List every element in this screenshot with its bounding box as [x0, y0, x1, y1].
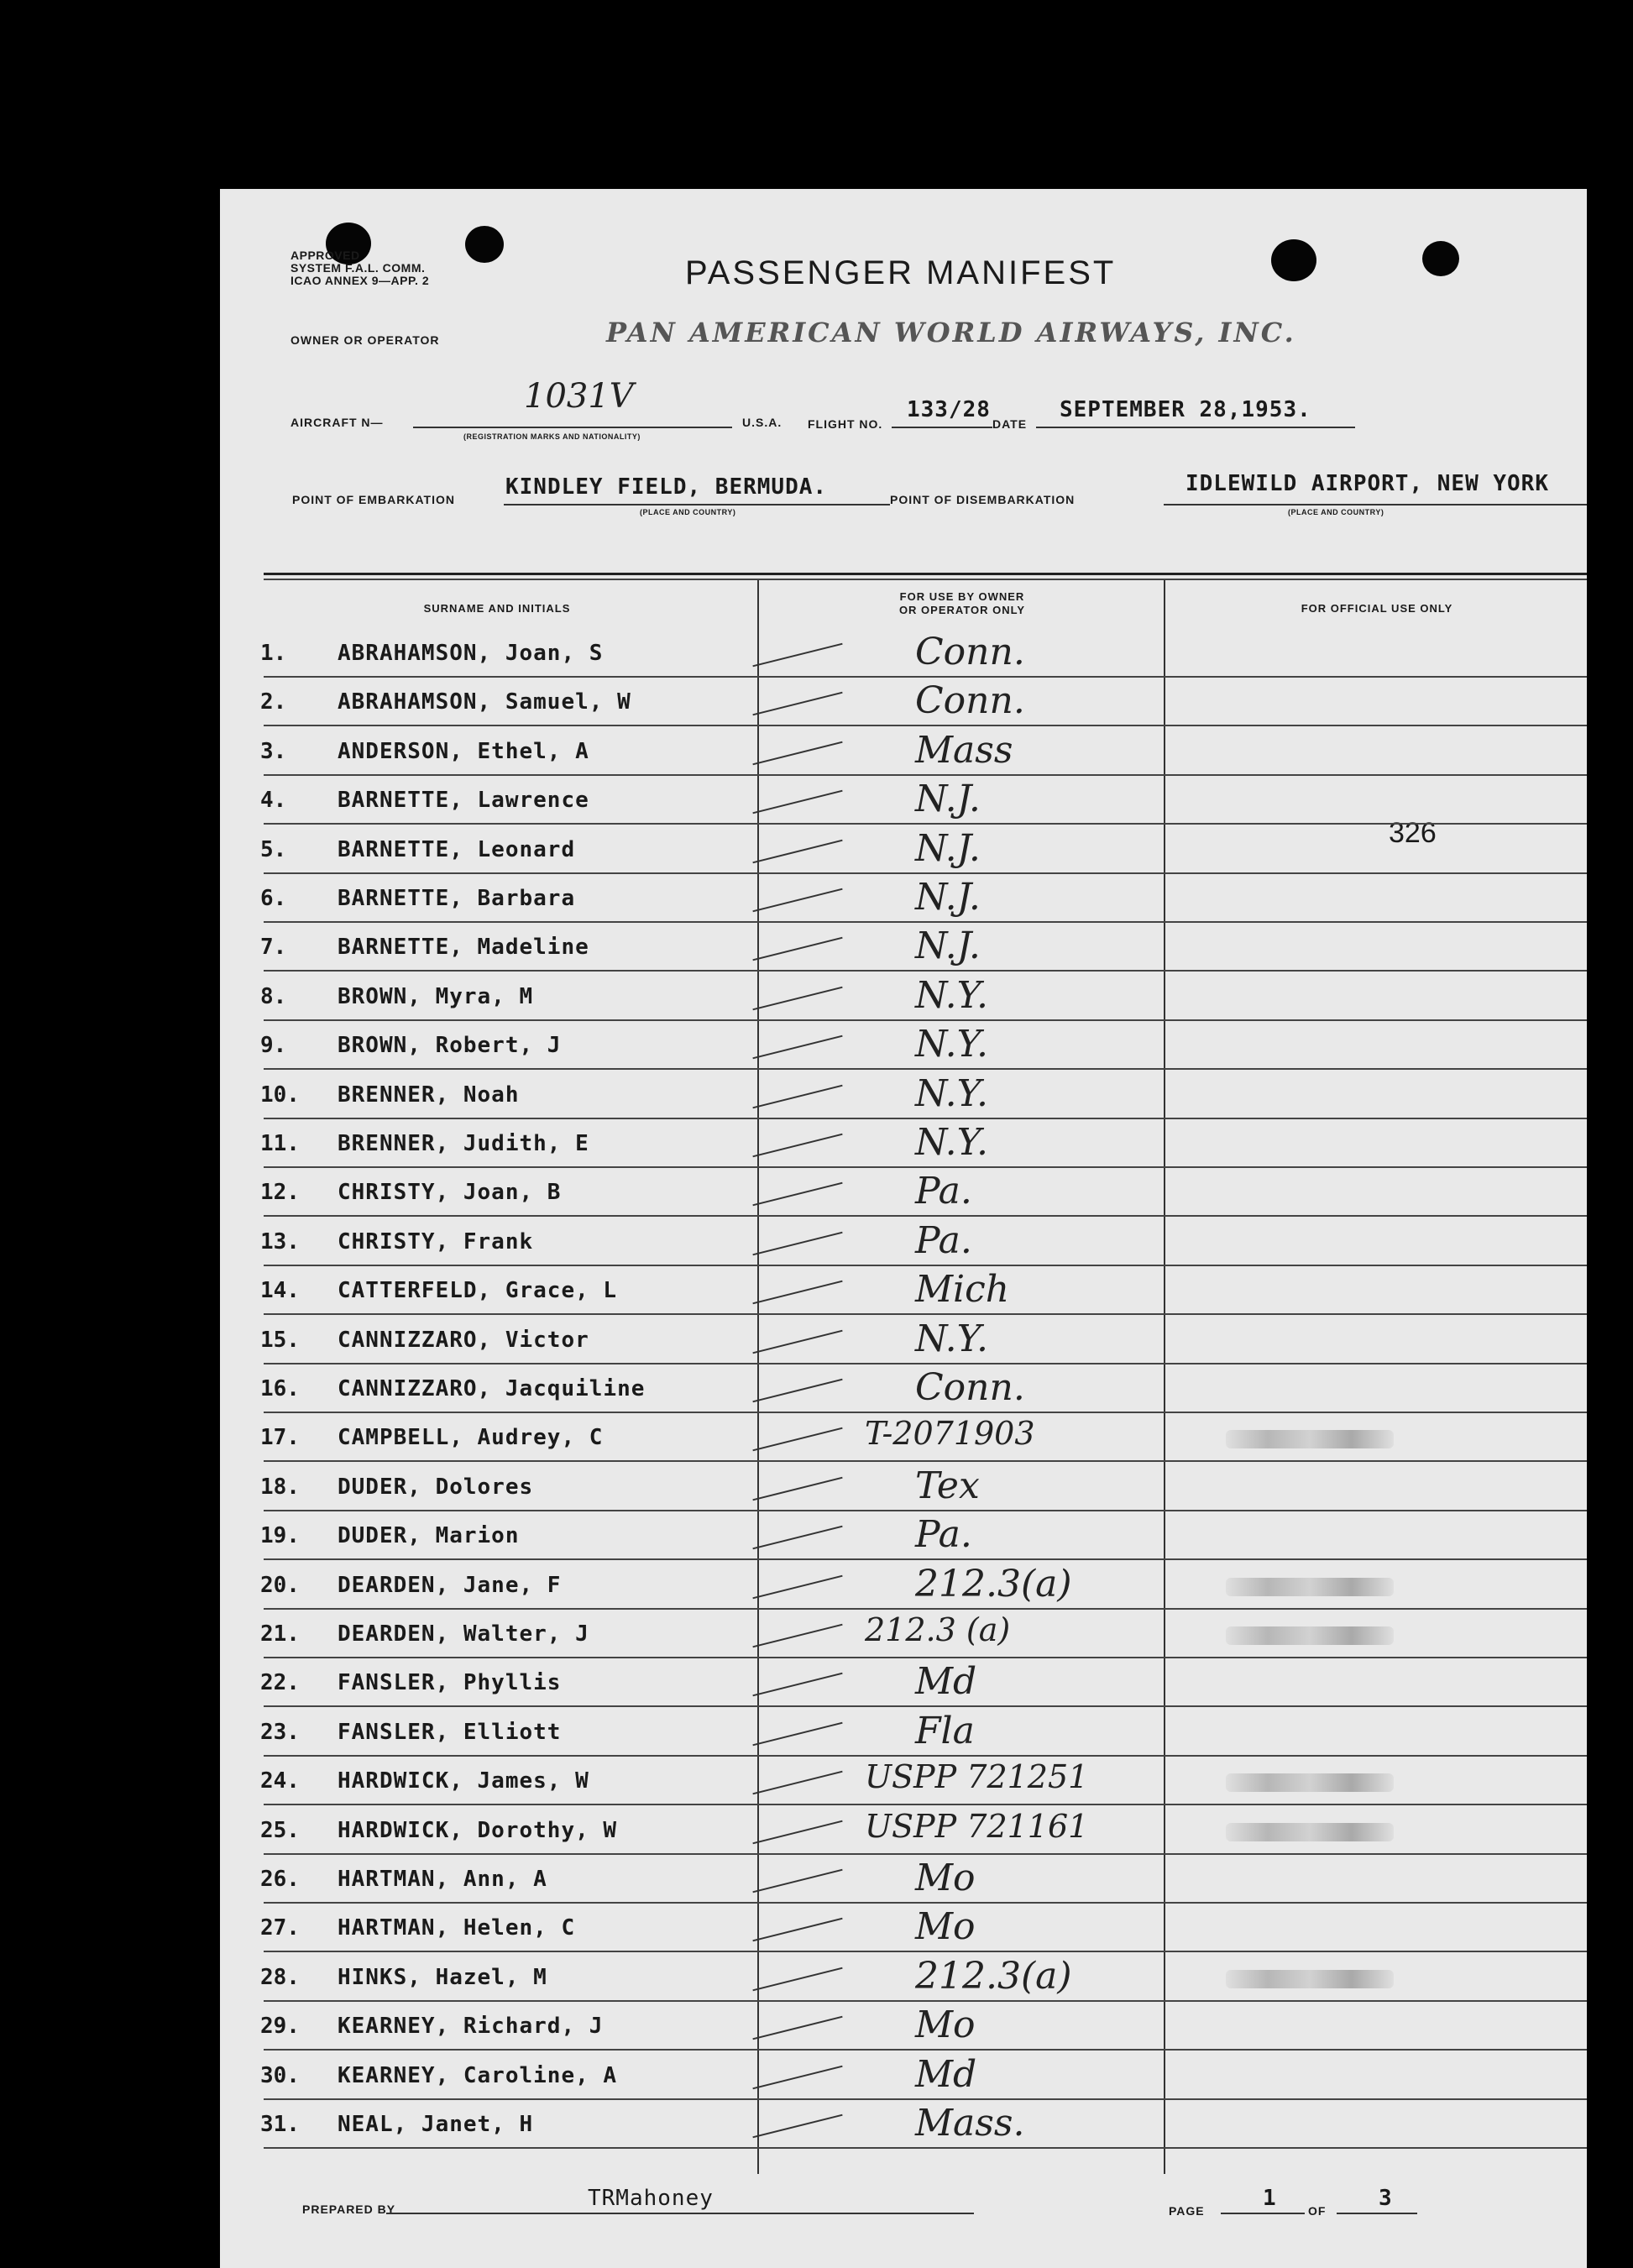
passenger-name: HARDWICK, Dorothy, W: [338, 1817, 618, 1843]
embark-note: (PLACE AND COUNTRY): [640, 508, 736, 516]
aircraft-label: AIRCRAFT N—: [290, 416, 384, 429]
table-row: [260, 877, 1570, 926]
official-number: 326: [1389, 817, 1437, 849]
table-row: [260, 1123, 1570, 1171]
table-row: [260, 1319, 1570, 1368]
passenger-number: 7.: [260, 935, 287, 961]
table-row: [260, 1613, 1570, 1662]
check-stroke: [752, 1820, 842, 1844]
column-header-official: FOR OFFICIAL USE ONLY: [1301, 602, 1453, 615]
handwritten-note: Fla: [915, 1709, 975, 1752]
check-stroke: [752, 2114, 842, 2139]
passenger-name: FANSLER, Elliott: [338, 1719, 562, 1745]
table-row: [260, 1711, 1570, 1760]
disembark-place: IDLEWILD AIRPORT, NEW YORK: [1185, 471, 1549, 496]
passenger-name: BRENNER, Judith, E: [338, 1131, 589, 1156]
handwritten-note: Mass.: [915, 2102, 1025, 2145]
check-stroke: [752, 839, 842, 863]
passenger-number: 4.: [260, 788, 287, 814]
passenger-number: 1.: [260, 641, 287, 666]
passenger-name: CANNIZZARO, Victor: [338, 1327, 589, 1353]
passenger-name: NEAL, Janet, H: [338, 2112, 534, 2137]
handwritten-note: Mich: [915, 1268, 1010, 1312]
handwritten-note: USPP 721161: [865, 1807, 1089, 1845]
redaction-smudge: [1226, 1773, 1394, 1792]
passenger-name: KEARNEY, Caroline, A: [338, 2062, 618, 2088]
page-number: 1: [1263, 2186, 1277, 2211]
passenger-number: 29.: [260, 2014, 300, 2040]
check-stroke: [752, 1232, 842, 1256]
table-row: [260, 1417, 1570, 1465]
registration-note: (REGISTRATION MARKS AND NATIONALITY): [463, 432, 641, 441]
table-row: [260, 1760, 1570, 1809]
aircraft-number: 1031V: [524, 377, 634, 416]
check-stroke: [752, 1918, 842, 1942]
redaction-smudge: [1226, 1970, 1394, 1988]
check-stroke: [752, 888, 842, 913]
table-row: [260, 973, 1570, 1024]
table-row: [260, 1907, 1570, 1956]
check-stroke: [752, 1526, 842, 1550]
passenger-number: 8.: [260, 983, 287, 1009]
handwritten-note: USPP 721251: [865, 1758, 1089, 1796]
passenger-name: ANDERSON, Ethel, A: [338, 738, 589, 764]
handwritten-note: T-2071903: [865, 1415, 1035, 1453]
handwritten-note: Mo: [915, 2003, 976, 2047]
passenger-number: 18.: [260, 1474, 300, 1500]
disembark-label: POINT OF DISEMBARKATION: [890, 493, 1076, 506]
passenger-name: FANSLER, Phyllis: [338, 1670, 562, 1696]
punch-hole: [1271, 239, 1316, 281]
passenger-number: 31.: [260, 2112, 300, 2137]
passenger-number: 25.: [260, 1817, 300, 1843]
owner-label: OWNER OR OPERATOR: [290, 333, 440, 347]
embark-place: KINDLEY FIELD, BERMUDA.: [505, 474, 828, 500]
handwritten-note: N.Y.: [915, 1317, 989, 1360]
prepared-label: PREPARED BY: [302, 2203, 396, 2216]
passenger-number: 28.: [260, 1964, 300, 1990]
passenger-name: BARNETTE, Lawrence: [338, 788, 589, 814]
punch-hole: [465, 226, 504, 263]
table-row: [260, 1564, 1570, 1613]
handwritten-note: Md: [915, 2052, 977, 2096]
passenger-number: 19.: [260, 1523, 300, 1549]
handwritten-note: N.Y.: [915, 1023, 989, 1066]
table-row: [260, 1662, 1570, 1710]
check-stroke: [752, 1427, 842, 1452]
table-row: [260, 681, 1570, 730]
table-row: [260, 632, 1570, 681]
handwritten-note: Conn.: [915, 631, 1025, 673]
handwritten-note: Pa.: [915, 1513, 972, 1557]
table-row: [260, 2005, 1570, 2054]
handwritten-note: N.J.: [915, 924, 981, 968]
approval-line: SYSTEM F.A.L. COMM.: [290, 261, 426, 275]
table-row: [260, 2052, 1570, 2103]
table-row: [260, 2103, 1570, 2152]
passenger-name: BRENNER, Noah: [338, 1082, 520, 1108]
table-row: [260, 1515, 1570, 1564]
handwritten-note: N.J.: [915, 876, 981, 919]
usa-label: U.S.A.: [742, 416, 782, 429]
passenger-number: 2.: [260, 689, 287, 715]
passenger-number: 20.: [260, 1572, 300, 1598]
table-row: [260, 1270, 1570, 1318]
redaction-smudge: [1226, 1823, 1394, 1841]
page-label: PAGE: [1169, 2204, 1205, 2218]
redaction-smudge: [1226, 1626, 1394, 1645]
table-row: [260, 728, 1570, 779]
passenger-name: KEARNEY, Richard, J: [338, 2014, 604, 2040]
passenger-number: 6.: [260, 886, 287, 911]
handwritten-note: 212.3(a): [915, 1562, 1072, 1605]
punch-hole: [1422, 241, 1459, 276]
flight-date: SEPTEMBER 28,1953.: [1060, 397, 1311, 422]
check-stroke: [752, 1477, 842, 1501]
passenger-name: HARTMAN, Helen, C: [338, 1915, 576, 1941]
flight-number: 133/28: [907, 397, 991, 422]
column-header-owner-use: FOR USE BY OWNER OR OPERATOR ONLY: [898, 590, 1026, 616]
table-row: [260, 1956, 1570, 2005]
handwritten-note: Conn.: [915, 1366, 1025, 1409]
check-stroke: [752, 1624, 842, 1648]
passenger-number: 14.: [260, 1278, 300, 1304]
handwritten-note: N.Y.: [915, 973, 989, 1017]
passenger-name: BROWN, Robert, J: [338, 1033, 562, 1059]
table-row: [260, 1368, 1570, 1417]
date-label: DATE: [992, 417, 1028, 431]
disembark-note: (PLACE AND COUNTRY): [1288, 508, 1384, 516]
passenger-number: 24.: [260, 1768, 300, 1794]
check-stroke: [752, 643, 842, 668]
passenger-number: 27.: [260, 1915, 300, 1941]
handwritten-note: Mo: [915, 1857, 976, 1899]
passenger-number: 5.: [260, 836, 287, 862]
flight-label: FLIGHT NO.: [808, 417, 883, 431]
handwritten-note: 212.3(a): [915, 1954, 1072, 1998]
passenger-number: 10.: [260, 1082, 300, 1108]
passenger-number: 22.: [260, 1670, 300, 1696]
check-stroke: [752, 1182, 842, 1207]
passenger-name: ABRAHAMSON, Joan, S: [338, 641, 604, 666]
handwritten-note: N.J.: [915, 826, 981, 870]
manifest-sheet: [220, 189, 1587, 2268]
prepared-by: TRMahoney: [588, 2186, 714, 2211]
passenger-number: 15.: [260, 1327, 300, 1353]
passenger-name: HARDWICK, James, W: [338, 1768, 589, 1794]
check-stroke: [752, 937, 842, 961]
owner-name: PAN AMERICAN WORLD AIRWAYS, INC.: [606, 317, 1296, 348]
passenger-name: DUDER, Marion: [338, 1523, 520, 1549]
check-stroke: [752, 1134, 842, 1158]
of-label: OF: [1308, 2204, 1327, 2218]
handwritten-note: Pa.: [915, 1218, 972, 1262]
check-stroke: [752, 2065, 842, 2089]
passenger-name: BARNETTE, Madeline: [338, 935, 589, 961]
passenger-name: CHRISTY, Frank: [338, 1228, 534, 1254]
table-row: [260, 1807, 1570, 1858]
redaction-smudge: [1226, 1430, 1394, 1448]
passenger-name: HARTMAN, Ann, A: [338, 1867, 547, 1892]
table-row: [260, 1171, 1570, 1220]
passenger-number: 11.: [260, 1131, 300, 1156]
passenger-name: HINKS, Hazel, M: [338, 1964, 547, 1990]
passenger-number: 26.: [260, 1867, 300, 1892]
handwritten-note: 212.3 (a): [865, 1611, 1011, 1648]
passenger-name: BARNETTE, Leonard: [338, 836, 576, 862]
passenger-name: CANNIZZARO, Jacquiline: [338, 1376, 646, 1401]
table-row: [260, 826, 1570, 877]
check-stroke: [752, 1281, 842, 1305]
handwritten-note: Md: [915, 1660, 977, 1704]
passenger-number: 12.: [260, 1180, 300, 1206]
check-stroke: [752, 692, 842, 716]
redaction-smudge: [1226, 1578, 1394, 1596]
handwritten-note: Mo: [915, 1905, 976, 1949]
passenger-name: BROWN, Myra, M: [338, 983, 534, 1009]
passenger-number: 23.: [260, 1719, 300, 1745]
embark-label: POINT OF EMBARKATION: [292, 493, 455, 506]
handwritten-note: Conn.: [915, 679, 1025, 723]
passenger-number: 16.: [260, 1376, 300, 1401]
passenger-number: 3.: [260, 738, 287, 764]
table-row: [260, 1858, 1570, 1907]
handwritten-note: N.J.: [915, 778, 981, 821]
check-stroke: [752, 741, 842, 766]
check-stroke: [752, 1722, 842, 1747]
handwritten-note: N.Y.: [915, 1071, 989, 1115]
table-row: [260, 1466, 1570, 1515]
approval-line: ICAO ANNEX 9—APP. 2: [290, 274, 430, 287]
check-stroke: [752, 1574, 842, 1599]
check-stroke: [752, 1379, 842, 1403]
passenger-number: 30.: [260, 2062, 300, 2088]
check-stroke: [752, 2016, 842, 2040]
passenger-number: 13.: [260, 1228, 300, 1254]
approval-line: APPROVED: [290, 249, 360, 262]
passenger-name: CATTERFELD, Grace, L: [338, 1278, 618, 1304]
check-stroke: [752, 790, 842, 814]
passenger-name: DEARDEN, Walter, J: [338, 1621, 589, 1647]
check-stroke: [752, 1035, 842, 1060]
passenger-name: CHRISTY, Joan, B: [338, 1180, 562, 1206]
check-stroke: [752, 987, 842, 1011]
check-stroke: [752, 1329, 842, 1354]
form-title: PASSENGER MANIFEST: [685, 254, 1117, 291]
check-stroke: [752, 1084, 842, 1108]
handwritten-note: N.Y.: [915, 1121, 989, 1164]
check-stroke: [752, 1771, 842, 1795]
check-stroke: [752, 1673, 842, 1697]
passenger-name: DUDER, Dolores: [338, 1474, 534, 1500]
table-row: [260, 1218, 1570, 1270]
passenger-name: DEARDEN, Jane, F: [338, 1572, 562, 1598]
table-row: [260, 779, 1570, 828]
check-stroke: [752, 1967, 842, 1992]
table-row: [260, 1071, 1570, 1123]
passenger-number: 9.: [260, 1033, 287, 1059]
table-row: [260, 1024, 1570, 1073]
table-row: [260, 926, 1570, 975]
passenger-number: 17.: [260, 1425, 300, 1451]
handwritten-note: Pa.: [915, 1170, 972, 1213]
handwritten-note: Tex: [915, 1464, 980, 1507]
column-header-surname: SURNAME AND INITIALS: [423, 602, 571, 615]
handwritten-note: Mass: [915, 728, 1013, 772]
passenger-name: CAMPBELL, Audrey, C: [338, 1425, 604, 1451]
passenger-name: ABRAHAMSON, Samuel, W: [338, 689, 631, 715]
page-total: 3: [1379, 2186, 1393, 2211]
passenger-number: 21.: [260, 1621, 300, 1647]
check-stroke: [752, 1869, 842, 1893]
passenger-name: BARNETTE, Barbara: [338, 886, 576, 911]
approval-block: [290, 249, 429, 287]
